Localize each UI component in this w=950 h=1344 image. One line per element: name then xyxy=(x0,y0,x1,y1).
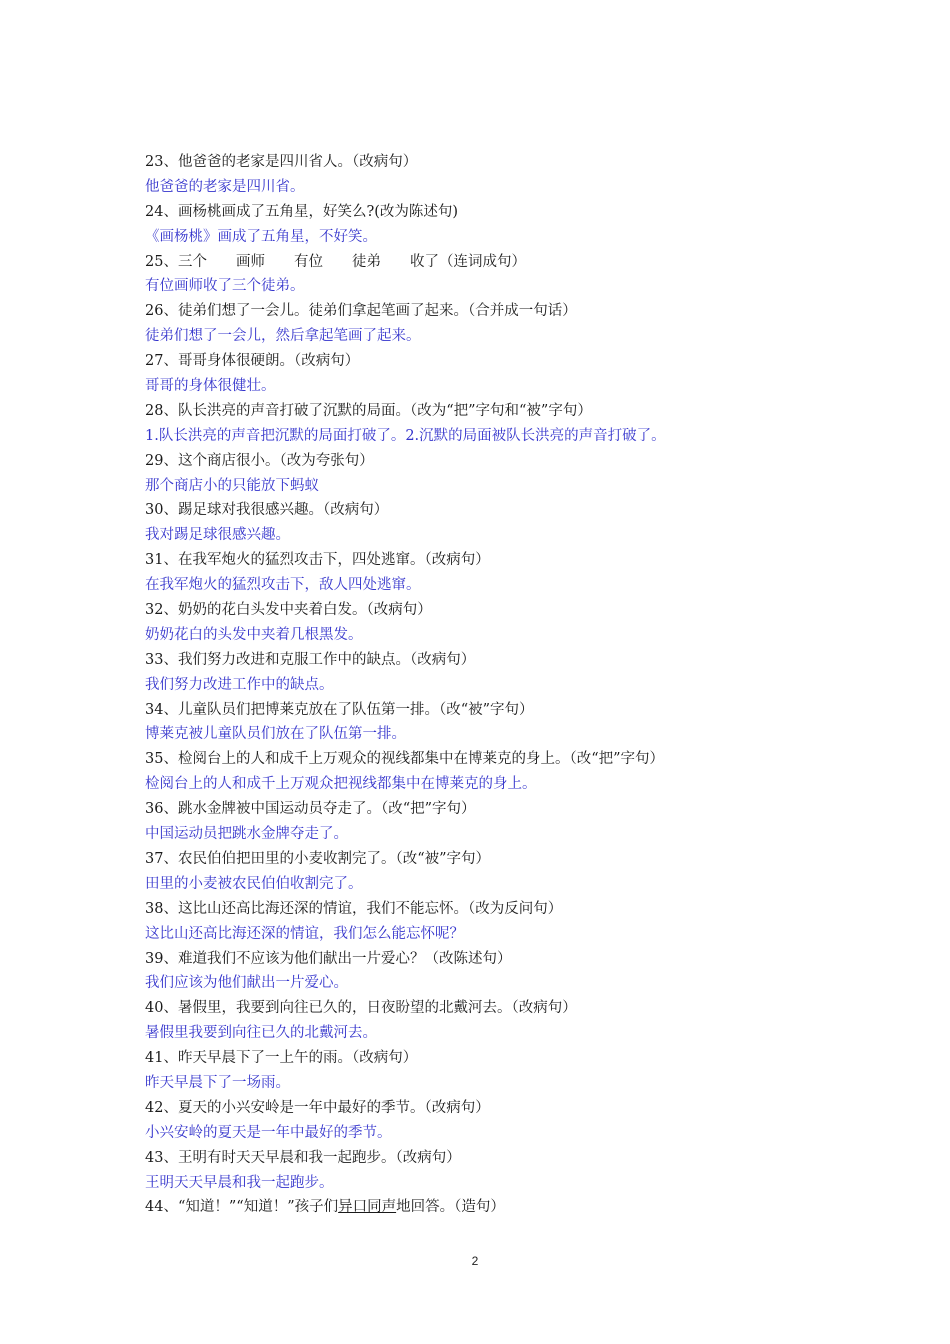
answer-line: 徒弟们想了一会儿，然后拿起笔画了起来。 xyxy=(145,328,421,345)
question-line: 34、儿童队员们把博莱克放在了队伍第一排。（改“被”字句） xyxy=(145,701,534,718)
answer-line: 《画杨桃》画成了五角星，不好笑。 xyxy=(145,228,377,245)
question-line: 23、他爸爸的老家是四川省人。（改病句） xyxy=(145,154,418,170)
answer-line: 中国运动员把跳水金牌夺走了。 xyxy=(145,826,348,843)
exercise-44-underlined-phrase: 异口同声 xyxy=(338,1199,397,1216)
answer-line: 检阅台上的人和成千上万观众把视线都集中在博莱克的身上。 xyxy=(145,776,537,793)
question-line: 30、踢足球对我很感兴趣。（改病句） xyxy=(145,502,389,519)
question-line: 39、难道我们不应该为他们献出一片爱心？（改陈述句） xyxy=(145,950,512,967)
question-line: 41、昨天早晨下了一上午的雨。（改病句） xyxy=(145,1050,418,1067)
question-line: 28、队长洪亮的声音打破了沉默的局面。（改为“把”字句和“被”字句） xyxy=(145,402,592,419)
question-line: 36、跳水金牌被中国运动员夺走了。（改“把”字句） xyxy=(145,801,476,818)
question-line: 24、画杨桃画成了五角星，好笑么?(改为陈述句) xyxy=(145,203,459,220)
question-line: 31、在我军炮火的猛烈攻击下，四处逃窜。（改病句） xyxy=(145,552,490,569)
page-number: 2 xyxy=(471,1254,479,1268)
answer-line: 这比山还高比海还深的情谊，我们怎么能忘怀呢？ xyxy=(145,925,464,942)
exercise-44-text-before: 44、“知道！”“知道！”孩子们 xyxy=(145,1199,339,1216)
question-line: 37、农民伯伯把田里的小麦收割完了。（改“被”字句） xyxy=(145,850,491,867)
answer-line: 我对踢足球很感兴趣。 xyxy=(145,527,290,544)
answer-line: 他爸爸的老家是四川省。 xyxy=(145,178,305,195)
answer-line: 那个商店小的只能放下蚂蚁 xyxy=(145,477,319,494)
answer-line: 奶奶花白的头发中夹着几根黑发。 xyxy=(145,626,363,643)
answer-line: 暑假里我要到向往已久的北戴河去。 xyxy=(145,1025,377,1042)
question-line: 32、奶奶的花白头发中夹着白发。（改病句） xyxy=(145,602,432,619)
question-line: 38、这比山还高比海还深的情谊，我们不能忘怀。（改为反问句） xyxy=(145,900,563,917)
question-line: 29、这个商店很小。（改为夸张句） xyxy=(145,452,374,469)
answer-line: 我们努力改进工作中的缺点。 xyxy=(145,676,334,693)
exercise-list xyxy=(145,150,845,1220)
answer-line: 王明天天早晨和我一起跑步。 xyxy=(145,1174,334,1191)
answer-line: 田里的小麦被农民伯伯收割完了。 xyxy=(145,875,363,892)
question-line: 26、徒弟们想了一会儿。徒弟们拿起笔画了起来。（合并成一句话） xyxy=(145,303,577,320)
answer-line: 博莱克被儿童队员们放在了队伍第一排。 xyxy=(145,726,406,743)
answer-line: 1.队长洪亮的声音把沉默的局面打破了。2.沉默的局面被队长洪亮的声音打破了。 xyxy=(145,427,666,444)
answer-line: 昨天早晨下了一场雨。 xyxy=(145,1074,290,1091)
answer-line: 有位画师收了三个徒弟。 xyxy=(145,278,305,295)
question-line: 33、我们努力改进和克服工作中的缺点。（改病句） xyxy=(145,651,476,668)
exercise-44-text-after: 地回答。（造句） xyxy=(396,1199,505,1216)
question-line: 43、王明有时天天早晨和我一起跑步。（改病句） xyxy=(145,1149,461,1166)
answer-line: 我们应该为他们献出一片爱心。 xyxy=(145,975,348,992)
exercise-44-question xyxy=(145,1195,845,1220)
question-line: 27、哥哥身体很硬朗。（改病句） xyxy=(145,353,360,370)
question-line: 25、三个 画师 有位 徒弟 收了（连词成句） xyxy=(145,253,526,270)
question-line: 42、夏天的小兴安岭是一年中最好的季节。（改病句） xyxy=(145,1099,490,1116)
question-line: 40、暑假里，我要到向往已久的，日夜盼望的北戴河去。（改病句） xyxy=(145,1000,577,1017)
question-line: 35、检阅台上的人和成千上万观众的视线都集中在博莱克的身上。（改“把”字句） xyxy=(145,751,665,768)
answer-line: 哥哥的身体很健壮。 xyxy=(145,378,276,395)
answer-line: 在我军炮火的猛烈攻击下，敌人四处逃窜。 xyxy=(145,577,421,594)
answer-line: 小兴安岭的夏天是一年中最好的季节。 xyxy=(145,1124,392,1141)
